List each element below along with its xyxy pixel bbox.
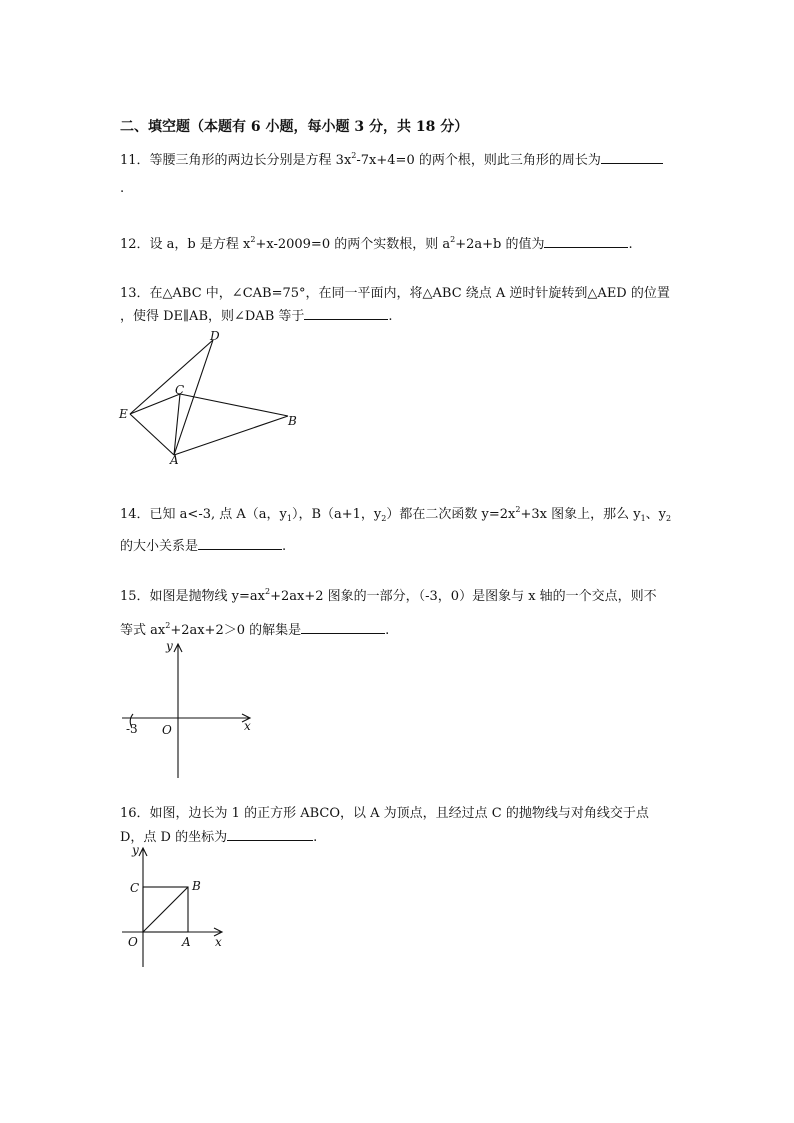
q14-sub-3: 1 (640, 514, 646, 523)
q13-end: . (388, 309, 393, 324)
q13-answer-blank[interactable] (304, 307, 388, 320)
q15-end: . (385, 623, 390, 638)
diagonal-OB (143, 887, 188, 932)
q12-text-3: +2a+b 的值为 (455, 237, 545, 252)
q16-square-figure (118, 842, 230, 970)
label-B: B (192, 879, 201, 893)
q14-text-2: ），B（a+1，y (291, 507, 382, 522)
q16-line-2: D，点 D 的坐标为 (120, 830, 228, 845)
q15-answer-blank[interactable] (301, 621, 385, 634)
q14-end: . (282, 539, 287, 554)
label-origin: O (162, 723, 172, 737)
question-13 (120, 286, 670, 302)
q16-number: 16． (120, 806, 150, 821)
label-x: x (215, 935, 222, 949)
label-x: x (244, 719, 251, 733)
q15-text-1: 如图是抛物线 y=ax (149, 589, 265, 604)
q15-sup-2: 2 (165, 621, 171, 630)
label-y: y (166, 639, 173, 653)
q13-triangle-figure (110, 328, 310, 473)
segment-AB (174, 416, 288, 455)
q15-number: 15． (120, 589, 150, 604)
label-A: A (182, 935, 191, 949)
q13-number: 13． (120, 286, 150, 301)
q12-text-1: 设 a，b 是方程 x (149, 237, 251, 252)
label-neg3: -3 (126, 722, 138, 736)
q13-line-2: ，使得 DE∥AB，则∠DAB 等于 (120, 309, 305, 324)
q12-sup-1: 2 (250, 235, 256, 244)
q14-text-5: 、y (645, 507, 667, 522)
q14-sub-2: 2 (381, 514, 387, 523)
q14-answer-blank[interactable] (198, 537, 282, 550)
label-origin: O (128, 935, 138, 949)
q14-text-4: +3x 图象上，那么 y (520, 507, 641, 522)
question-14-line2 (120, 537, 286, 555)
q16-answer-blank[interactable] (227, 828, 313, 841)
q13-figure-lines (130, 340, 288, 455)
q15-sup-1: 2 (265, 587, 271, 596)
q12-number: 12． (120, 237, 150, 252)
segment-EC (130, 394, 180, 414)
q14-text-1: 已知 a<-3, 点 A（a，y (149, 507, 287, 522)
q14-text-3: ）都在二次函数 y=2x (386, 507, 516, 522)
question-16 (120, 806, 649, 822)
question-15 (120, 589, 657, 605)
q15-text-2: +2ax+2 图象的一部分，（-3，0）是图象与 x 轴的一个交点，则不 (270, 589, 657, 604)
question-14 (120, 507, 671, 523)
q11-text-pre: 等腰三角形的两边长分别是方程 3x (149, 153, 352, 168)
question-13-line2 (120, 307, 393, 325)
question-11 (120, 151, 663, 169)
q15-axes-figure (118, 638, 268, 780)
q12-sup-2: 2 (450, 235, 456, 244)
q14-sup-1: 2 (515, 505, 521, 514)
label-C: C (175, 383, 185, 397)
q14-sub-4: 2 (666, 514, 672, 523)
q12-text-2: +x-2009=0 的两个实数根，则 a (255, 237, 451, 252)
segment-EA (130, 414, 174, 455)
question-12 (120, 235, 633, 253)
label-D: D (210, 329, 220, 343)
q14-line-2: 的大小关系是 (120, 539, 199, 554)
q16-end: . (313, 830, 318, 845)
q12-answer-blank[interactable] (544, 235, 628, 248)
q13-line-1: 在△ABC 中，∠CAB=75°，在同一平面内，将△ABC 绕点 A 逆时针旋转到△AED 的位置 (149, 286, 670, 301)
label-y: y (132, 843, 139, 857)
q11-number: 11． (120, 153, 150, 168)
q16-line-1: 如图，边长为 1 的正方形 ABCO，以 A 为顶点，且经过点 C 的抛物线与对角线交于点 (149, 806, 649, 821)
label-A: A (170, 453, 179, 467)
section-title: 二、填空题（本题有 6 小题，每小题 3 分，共 18 分） (120, 119, 469, 135)
label-E: E (119, 407, 128, 421)
question-15-line2 (120, 621, 389, 639)
label-C: C (130, 881, 140, 895)
q11-sup: 2 (351, 151, 357, 160)
q11-end: . (120, 181, 125, 196)
q15-line-2b: +2ax+2＞0 的解集是 (170, 623, 302, 638)
q14-sub-1: 1 (286, 514, 292, 523)
q11-answer-blank[interactable] (601, 151, 663, 164)
q14-number: 14． (120, 507, 150, 522)
q15-line-2a: 等式 ax (120, 623, 166, 638)
label-B: B (288, 414, 297, 428)
q11-text-post: -7x+4=0 的两个根，则此三角形的周长为 (356, 153, 601, 168)
segment-CB (180, 394, 288, 416)
q12-end: . (628, 237, 633, 252)
